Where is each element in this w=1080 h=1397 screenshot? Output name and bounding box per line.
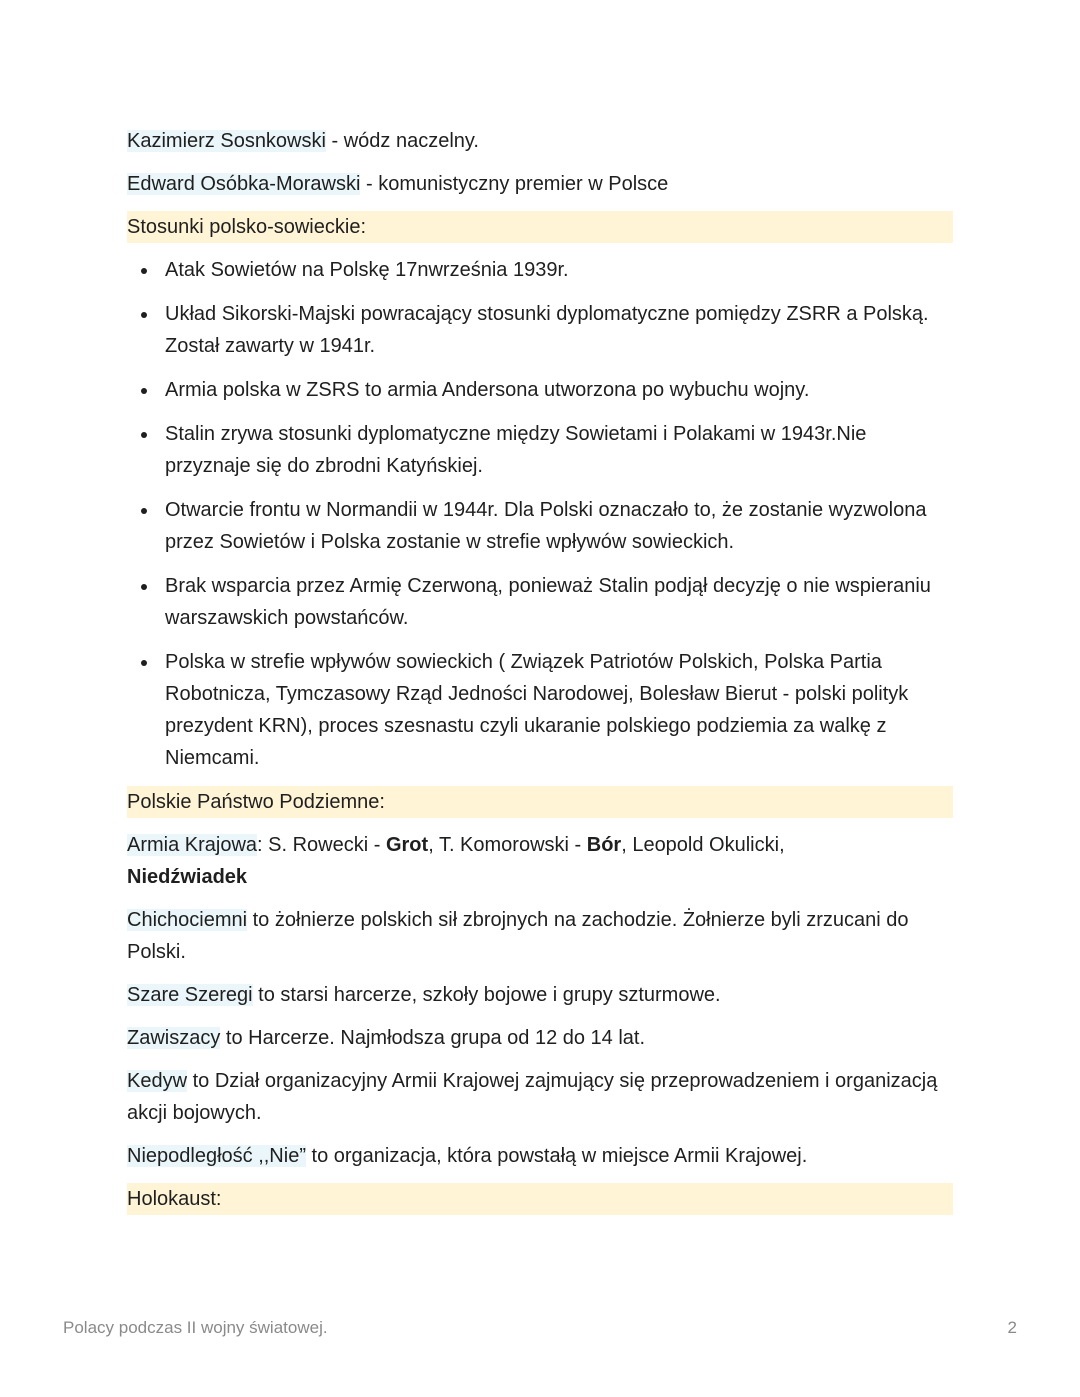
line-sosnkowski	[127, 125, 953, 157]
line-osobka	[127, 168, 953, 200]
ak-bor: Bór	[586, 834, 622, 856]
list-item: Brak wsparcia przez Armię Czerwoną, ponieważ Stalin podjął decyzję o nie wspieraniu warszawskich powstańców.	[127, 570, 953, 634]
footer-page-number: 2	[1007, 1318, 1017, 1337]
line-kedyw	[127, 1065, 953, 1129]
desc-sosnkowski: - wódz naczelny.	[325, 130, 479, 152]
line-zawiszacy	[127, 1022, 953, 1054]
section-relations-heading: Stosunki polsko-sowieckie:	[127, 211, 953, 243]
ak-grot: Grot	[385, 834, 429, 856]
ak-text: , T. Komorowski -	[428, 834, 587, 856]
term-zawiszacy: Zawiszacy	[127, 1027, 221, 1049]
ak-text: : S. Rowecki -	[257, 834, 386, 856]
list-item: Otwarcie frontu w Normandii w 1944r. Dla Polski oznaczało to, że zostanie wyzwolona przez Sowietów i Polska zostanie w strefie wpływów sowieckich.	[127, 494, 953, 558]
desc-szare-szeregi: to starsi harcerze, szkoły bojowe i grupy szturmowe.	[252, 984, 721, 1006]
ak-niedzwiadek: Niedźwiadek	[127, 866, 248, 888]
section-underground-heading: Polskie Państwo Podziemne:	[127, 786, 953, 818]
section-holocaust-heading: Holokaust:	[127, 1183, 953, 1215]
list-item: Armia polska w ZSRS to armia Andersona utworzona po wybuchu wojny.	[127, 374, 953, 406]
list-item: Układ Sikorski-Majski powracający stosunki dyplomatyczne pomiędzy ZSRR a Polską. Został zawarty w 1941r.	[127, 298, 953, 362]
relations-list	[127, 254, 953, 774]
desc-cichociemni: to żołnierze polskich sił zbrojnych na zachodzie. Żołnierze byli zrzucani do Polski.	[127, 909, 909, 963]
term-kedyw: Kedyw	[127, 1070, 188, 1092]
list-item: Stalin zrywa stosunki dyplomatyczne między Sowietami i Polakami w 1943r.Nie przyznaje się do zbrodni Katyńskiej.	[127, 418, 953, 482]
term-nie: Niepodległość ,,Nie”	[127, 1145, 306, 1167]
desc-osobka: - komunistyczny premier w Polsce	[360, 173, 669, 195]
line-szare-szeregi	[127, 979, 953, 1011]
page-content	[127, 125, 953, 1226]
term-osobka: Edward Osóbka-Morawski	[127, 173, 361, 195]
line-cichociemni	[127, 904, 953, 968]
desc-nie: to organizacja, która powstałą w miejsce Armii Krajowej.	[305, 1145, 808, 1167]
desc-zawiszacy: to Harcerze. Najmłodsza grupa od 12 do 14 lat.	[220, 1027, 646, 1049]
footer-document-title: Polacy podczas II wojny światowej.	[63, 1318, 328, 1337]
term-armia-krajowa: Armia Krajowa	[127, 834, 258, 856]
list-item: Atak Sowietów na Polskę 17nwrześnia 1939r.	[127, 254, 953, 286]
line-armia-krajowa	[127, 829, 953, 893]
desc-kedyw: to Dział organizacyjny Armii Krajowej zajmujący się przeprowadzeniem i organizacją akcji bojowych.	[127, 1070, 938, 1124]
line-nie	[127, 1140, 953, 1172]
list-item: Polska w strefie wpływów sowieckich ( Związek Patriotów Polskich, Polska Partia Robotnicza, Tymczasowy Rząd Jedności Narodowej, Bolesław Bierut - polski polityk prezydent KRN), proces szesnastu czyli ukaranie polskiego podziemia za walkę z Niemcami.	[127, 646, 953, 774]
term-szare-szeregi: Szare Szeregi	[127, 984, 253, 1006]
ak-text: , Leopold Okulicki,	[621, 834, 785, 856]
term-cichociemni: Chichociemni	[127, 909, 248, 931]
term-sosnkowski: Kazimierz Sosnkowski	[127, 130, 326, 152]
